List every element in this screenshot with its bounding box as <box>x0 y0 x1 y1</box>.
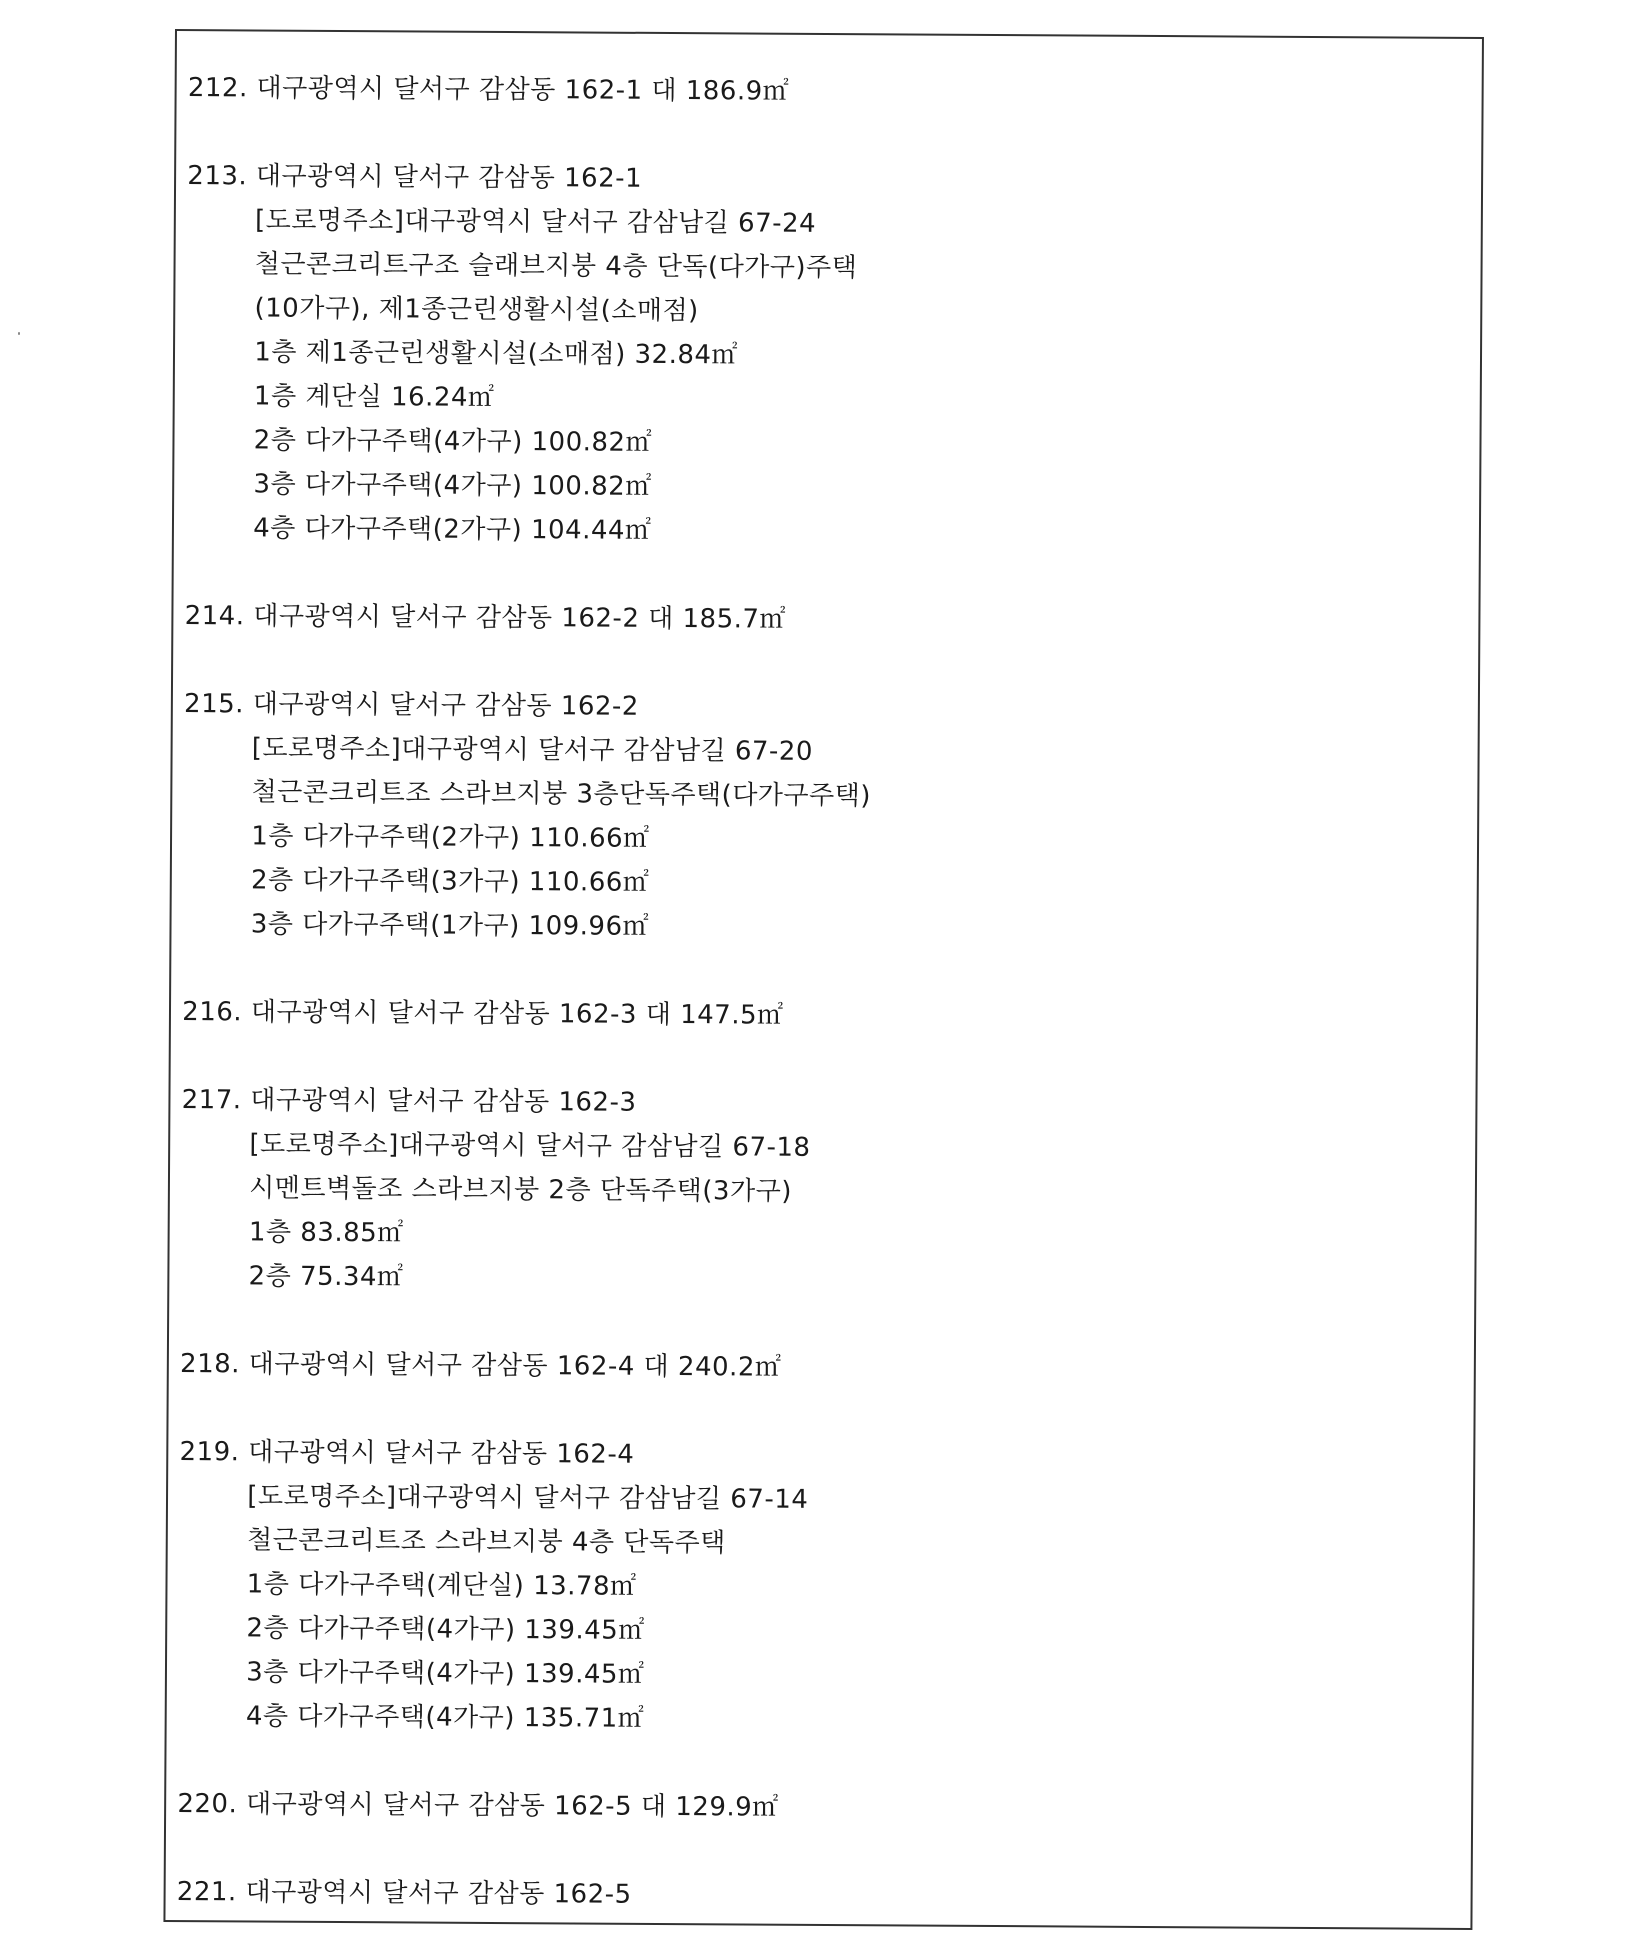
entry-heading: 219. 대구광역시 달서구 감삼동 162-4 <box>179 1436 635 1470</box>
entry-heading: 221. 대구광역시 달서구 감삼동 162-5 <box>176 1876 632 1910</box>
entry-separator <box>185 550 1445 602</box>
entry-separator <box>180 1386 1440 1438</box>
property-entry-221 <box>177 1870 1437 1922</box>
property-entry-215 <box>183 682 1445 954</box>
entry-heading: 218. 대구광역시 달서구 감삼동 162-4 대 240.2㎡ <box>179 1348 782 1383</box>
structure-line: 철근콘크리트조 스라브지붕 3층단독주택(다가구주택) <box>251 777 872 812</box>
property-entry-217 <box>180 1078 1441 1306</box>
structure-line: 철근콘크리트구조 슬래브지붕 4층 단독(다가구)주택 <box>254 249 858 284</box>
entry-heading: 215. 대구광역시 달서구 감삼동 162-2 <box>184 688 639 722</box>
property-entry-212 <box>188 66 1448 118</box>
property-entry-216 <box>182 990 1442 1042</box>
structure-line: 시멘트벽돌조 스라브지붕 2층 단독주택(3가구) <box>249 1173 792 1207</box>
property-entry-214 <box>185 594 1445 646</box>
property-entry-219 <box>178 1430 1440 1746</box>
scan-speck <box>18 332 20 335</box>
floor-area-line: 1층 다가구주택(2가구) 110.66㎡ <box>251 821 650 854</box>
property-entry-220 <box>177 1782 1437 1834</box>
property-entry-218 <box>180 1342 1440 1394</box>
floor-area-line: 1층 계단실 16.24㎡ <box>253 381 495 413</box>
floor-area-line: 2층 다가구주택(3가구) 110.66㎡ <box>250 865 650 898</box>
floor-area-line: 1층 제1종근린생활시설(소매점) 32.84㎡ <box>254 337 739 371</box>
entry-heading: 216. 대구광역시 달서구 감삼동 162-3 대 147.5㎡ <box>182 996 784 1031</box>
floor-area-line: 3층 다가구주택(1가구) 109.96㎡ <box>250 909 650 942</box>
entry-separator <box>184 638 1444 690</box>
structure-line: 철근콘크리트조 스라브지붕 4층 단독주택 <box>246 1525 726 1559</box>
entry-heading: 217. 대구광역시 달서구 감삼동 162-3 <box>181 1084 637 1118</box>
property-list <box>177 66 1448 1922</box>
entry-separator <box>182 946 1442 998</box>
property-entry-213 <box>185 154 1447 558</box>
floor-area-line: 3층 다가구주택(4가구) 100.82㎡ <box>253 469 652 502</box>
entry-heading: 213. 대구광역시 달서구 감삼동 162-1 <box>187 160 643 194</box>
structure-line-continued: (10가구), 제1종근린생활시설(소매점) <box>254 293 699 327</box>
entry-heading: 220. 대구광역시 달서구 감삼동 162-5 대 129.9㎡ <box>177 1788 779 1823</box>
floor-area-line: 2층 다가구주택(4가구) 100.82㎡ <box>253 425 653 458</box>
road-address-line: [도로명주소]대구광역시 달서구 감삼남길 67-18 <box>249 1129 811 1163</box>
entry-heading: 212. 대구광역시 달서구 감삼동 162-1 대 186.9㎡ <box>187 72 790 107</box>
entry-separator <box>178 1738 1438 1790</box>
road-address-line: [도로명주소]대구광역시 달서구 감삼남길 67-24 <box>254 205 817 239</box>
entry-heading: 214. 대구광역시 달서구 감삼동 162-2 대 185.7㎡ <box>184 600 787 635</box>
entry-separator <box>182 1034 1442 1086</box>
floor-area-line: 1층 83.85㎡ <box>248 1217 404 1249</box>
floor-area-line: 1층 다가구주택(계단실) 13.78㎡ <box>246 1569 637 1602</box>
floor-area-line: 3층 다가구주택(4가구) 139.45㎡ <box>246 1657 645 1690</box>
floor-area-line: 4층 다가구주택(4가구) 135.71㎡ <box>245 1701 645 1734</box>
road-address-line: [도로명주소]대구광역시 달서구 감삼남길 67-14 <box>247 1481 809 1515</box>
entry-separator <box>187 110 1447 162</box>
entry-separator <box>177 1826 1437 1878</box>
floor-area-line: 4층 다가구주택(2가구) 104.44㎡ <box>253 513 652 546</box>
entry-separator <box>180 1298 1440 1350</box>
floor-area-line: 2층 다가구주택(4가구) 139.45㎡ <box>246 1613 645 1646</box>
floor-area-line: 2층 75.34㎡ <box>248 1261 404 1293</box>
road-address-line: [도로명주소]대구광역시 달서구 감삼남길 67-20 <box>251 733 814 767</box>
